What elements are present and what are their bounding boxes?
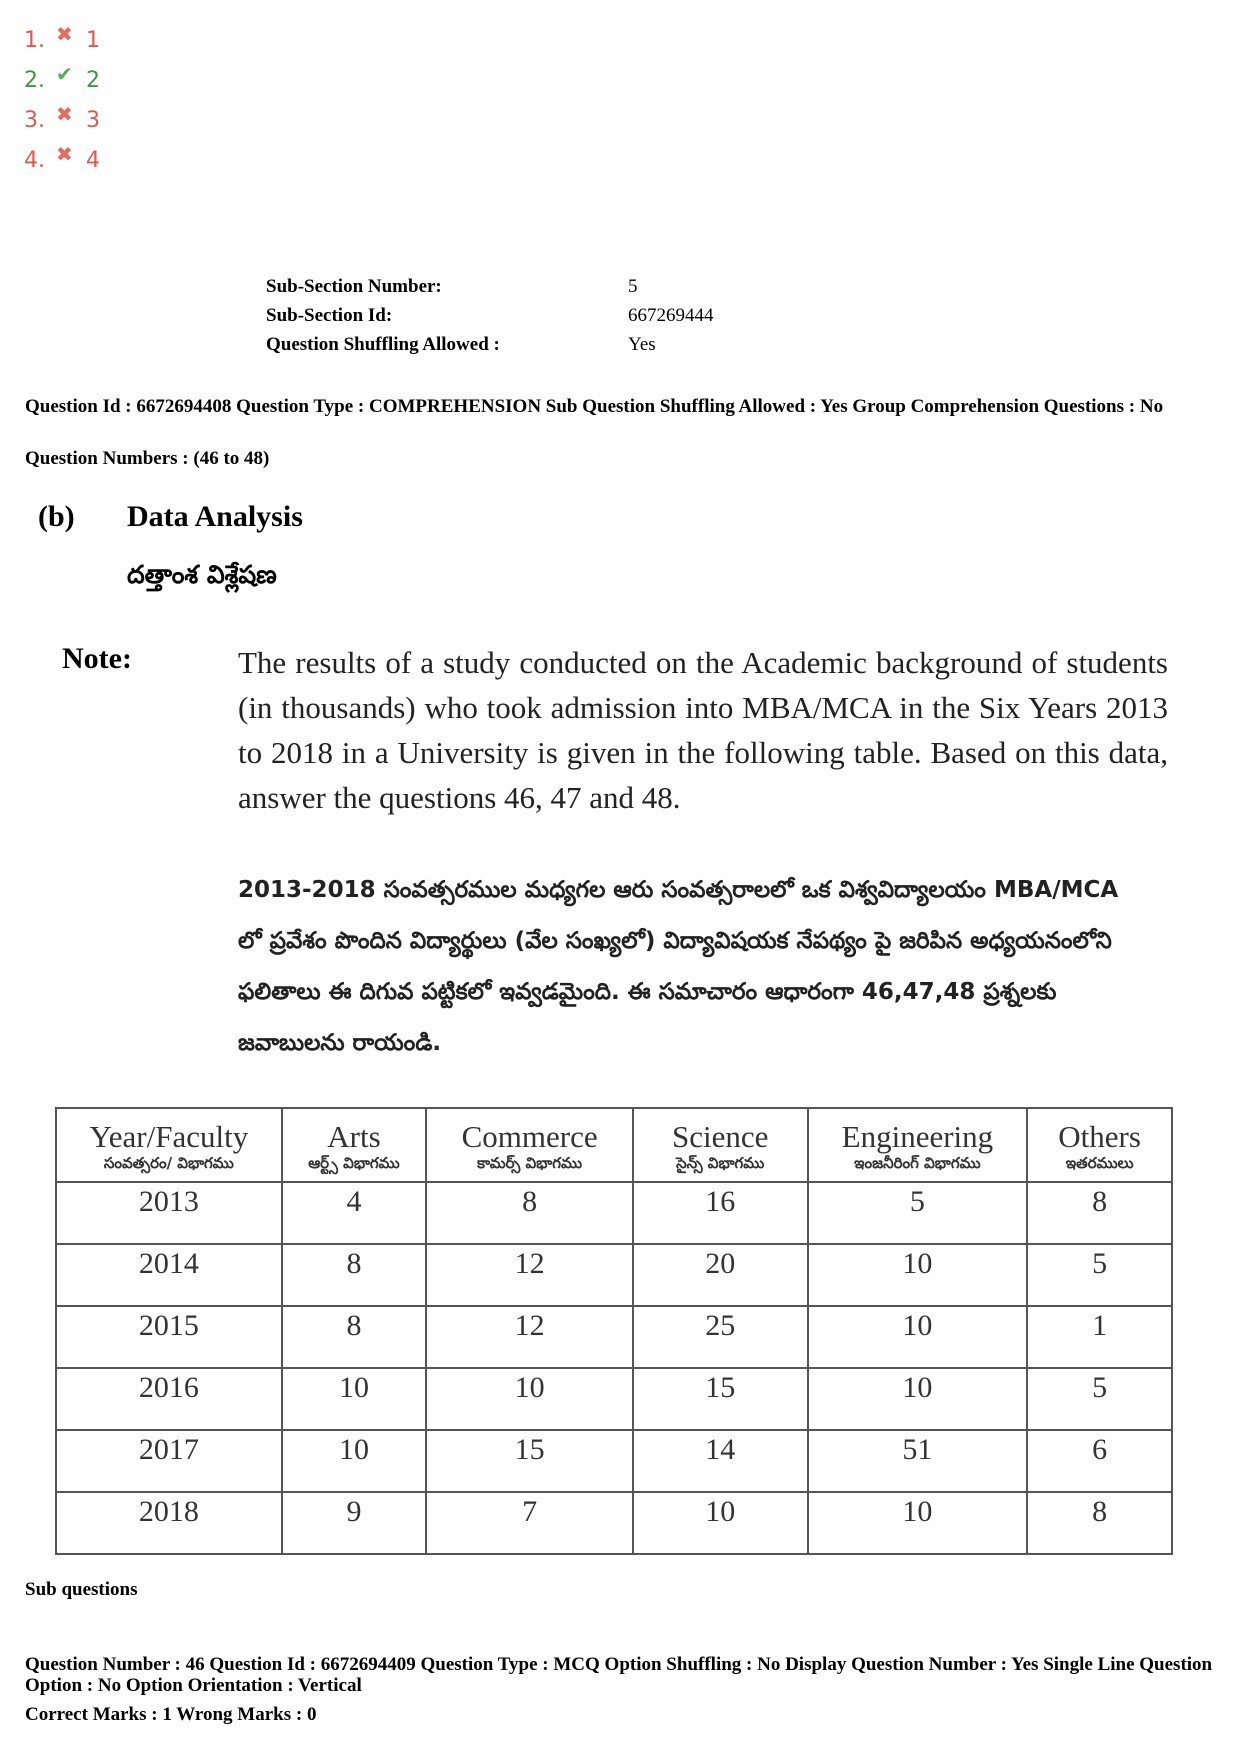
sub-section-row (266, 330, 714, 359)
table-cell: 6 (1027, 1430, 1172, 1492)
table-cell: 1 (1027, 1306, 1172, 1368)
header-engineering (808, 1108, 1028, 1182)
table-cell: 10 (282, 1430, 427, 1492)
header-en: Commerce (461, 1119, 598, 1154)
sub-section-key: Sub-Section Id: (266, 305, 393, 326)
note-label: Note: (62, 642, 132, 675)
header-commerce (426, 1108, 633, 1182)
table-cell: 12 (426, 1306, 633, 1368)
header-en: Others (1058, 1119, 1141, 1154)
wrong-cross-icon: ✖ (56, 142, 73, 166)
table-cell: 15 (426, 1430, 633, 1492)
table-cell: 16 (633, 1182, 808, 1244)
header-te: కామర్స్ విభాగము (477, 1154, 583, 1172)
table-cell: 2016 (56, 1368, 282, 1430)
table-cell: 20 (633, 1244, 808, 1306)
header-en: Engineering (841, 1119, 994, 1154)
header-te: సంవత్సరం/ విభాగము (103, 1154, 234, 1172)
option-number: 1. (24, 28, 45, 53)
table-cell: 10 (808, 1492, 1028, 1554)
sub-section-value: 667269444 (628, 305, 714, 326)
part-label: (b) (38, 500, 75, 533)
table-cell: 51 (808, 1430, 1028, 1492)
table-cell: 5 (1027, 1368, 1172, 1430)
table-cell: 8 (282, 1306, 427, 1368)
header-te: ఆర్ట్స్ విభాగము (308, 1154, 400, 1172)
table-cell: 2017 (56, 1430, 282, 1492)
sub-questions-label: Sub questions (25, 1579, 138, 1600)
sub-section-row (266, 272, 714, 301)
sub-section-value: Yes (628, 334, 656, 355)
option-4 (24, 142, 100, 188)
table-cell: 8 (426, 1182, 633, 1244)
sub-section-row (266, 301, 714, 330)
sub-section-value: 5 (628, 276, 638, 297)
table-cell: 2015 (56, 1306, 282, 1368)
option-label: 3 (86, 108, 100, 133)
passage-title-telugu: దత్తాంశ విశ్లేషణ (127, 560, 277, 589)
header-te: ఇంజనీరింగ్ విభాగము (854, 1154, 981, 1172)
question-header: Question Id : 6672694408 Question Type : COMPREHENSION Sub Question Shuffling Allowed : Yes Group Comprehension Questions : No (25, 396, 1164, 417)
header-en: Science (672, 1119, 769, 1154)
table-cell: 14 (633, 1430, 808, 1492)
table-row (56, 1244, 1172, 1306)
table-cell: 8 (282, 1244, 427, 1306)
table-cell: 10 (808, 1306, 1028, 1368)
header-science (633, 1108, 808, 1182)
table-row (56, 1430, 1172, 1492)
table-cell: 7 (426, 1492, 633, 1554)
sub-section-key: Question Shuffling Allowed : (266, 334, 500, 355)
note-text: The results of a study conducted on the Academic background of students (in thousands) who took admission into MBA/MCA in the Six Years 2013 to 2018 in a University is given in the following table. Based on this data, answer the questions 46, 47 and 48. (238, 645, 1168, 815)
header-others (1027, 1108, 1172, 1182)
header-en: Arts (327, 1119, 381, 1154)
table-cell: 10 (426, 1368, 633, 1430)
table-cell: 15 (633, 1368, 808, 1430)
table-cell: 5 (808, 1182, 1028, 1244)
table-cell: 10 (808, 1244, 1028, 1306)
table-cell: 4 (282, 1182, 427, 1244)
table-cell: 12 (426, 1244, 633, 1306)
header-te: సైన్స్ విభాగము (676, 1154, 765, 1172)
question-numbers: Question Numbers : (46 to 48) (25, 448, 270, 469)
table-cell: 8 (1027, 1182, 1172, 1244)
table-header-row (56, 1108, 1172, 1182)
header-te: ఇతరములు (1065, 1154, 1134, 1172)
sub-section-info (266, 272, 714, 359)
table-cell: 9 (282, 1492, 427, 1554)
option-number: 2. (24, 68, 45, 93)
table-row (56, 1492, 1172, 1554)
note-text-telugu: 2013-2018 సంవత్సరముల మధ్యగల ఆరు సంవత్సరాలలో ఒక విశ్వవిద్యాలయం MBA/MCA లో ప్రవేశం పొందిన విద్యార్థులు (వేల సంఖ్యలో) విద్యావిషయక నేపథ్యం పై జరిపిన అధ్యయనంలోని ఫలితాలు ఈ దిగువ పట్టికలో ఇవ్వడమైంది. ఈ సమాచారం ఆధారంగా 46,47,48 ప్రశ్నలకు జవాబులను రాయండి. (238, 877, 1119, 1056)
header-en: Year/Faculty (89, 1119, 249, 1154)
header-arts (282, 1108, 427, 1182)
answer-options (24, 22, 100, 188)
wrong-cross-icon: ✖ (56, 102, 73, 126)
table-cell: 10 (282, 1368, 427, 1430)
table-cell: 5 (1027, 1244, 1172, 1306)
table-cell: 2014 (56, 1244, 282, 1306)
option-label: 4 (86, 148, 100, 173)
table-cell: 2018 (56, 1492, 282, 1554)
option-label: 2 (86, 68, 100, 93)
correct-check-icon: ✔ (56, 62, 73, 86)
table-cell: 10 (808, 1368, 1028, 1430)
option-label: 1 (86, 28, 100, 53)
sub-question-meta: Question Number : 46 Question Id : 6672694409 Question Type : MCQ Option Shuffling : No Display Question Number : Yes Single Line Question Option : No Option Orientation : Vertical (25, 1654, 1213, 1696)
wrong-cross-icon: ✖ (56, 22, 73, 46)
passage-title: Data Analysis (127, 500, 303, 533)
table-cell: 2013 (56, 1182, 282, 1244)
table-row (56, 1306, 1172, 1368)
table-cell: 10 (633, 1492, 808, 1554)
sub-question-marks: Correct Marks : 1 Wrong Marks : 0 (25, 1704, 317, 1725)
header-year-faculty (56, 1108, 282, 1182)
table-cell: 25 (633, 1306, 808, 1368)
option-number: 4. (24, 148, 45, 173)
table-cell: 8 (1027, 1492, 1172, 1554)
table-row (56, 1368, 1172, 1430)
sub-section-key: Sub-Section Number: (266, 276, 442, 297)
option-number: 3. (24, 108, 45, 133)
data-table (55, 1107, 1173, 1555)
table-row (56, 1182, 1172, 1244)
